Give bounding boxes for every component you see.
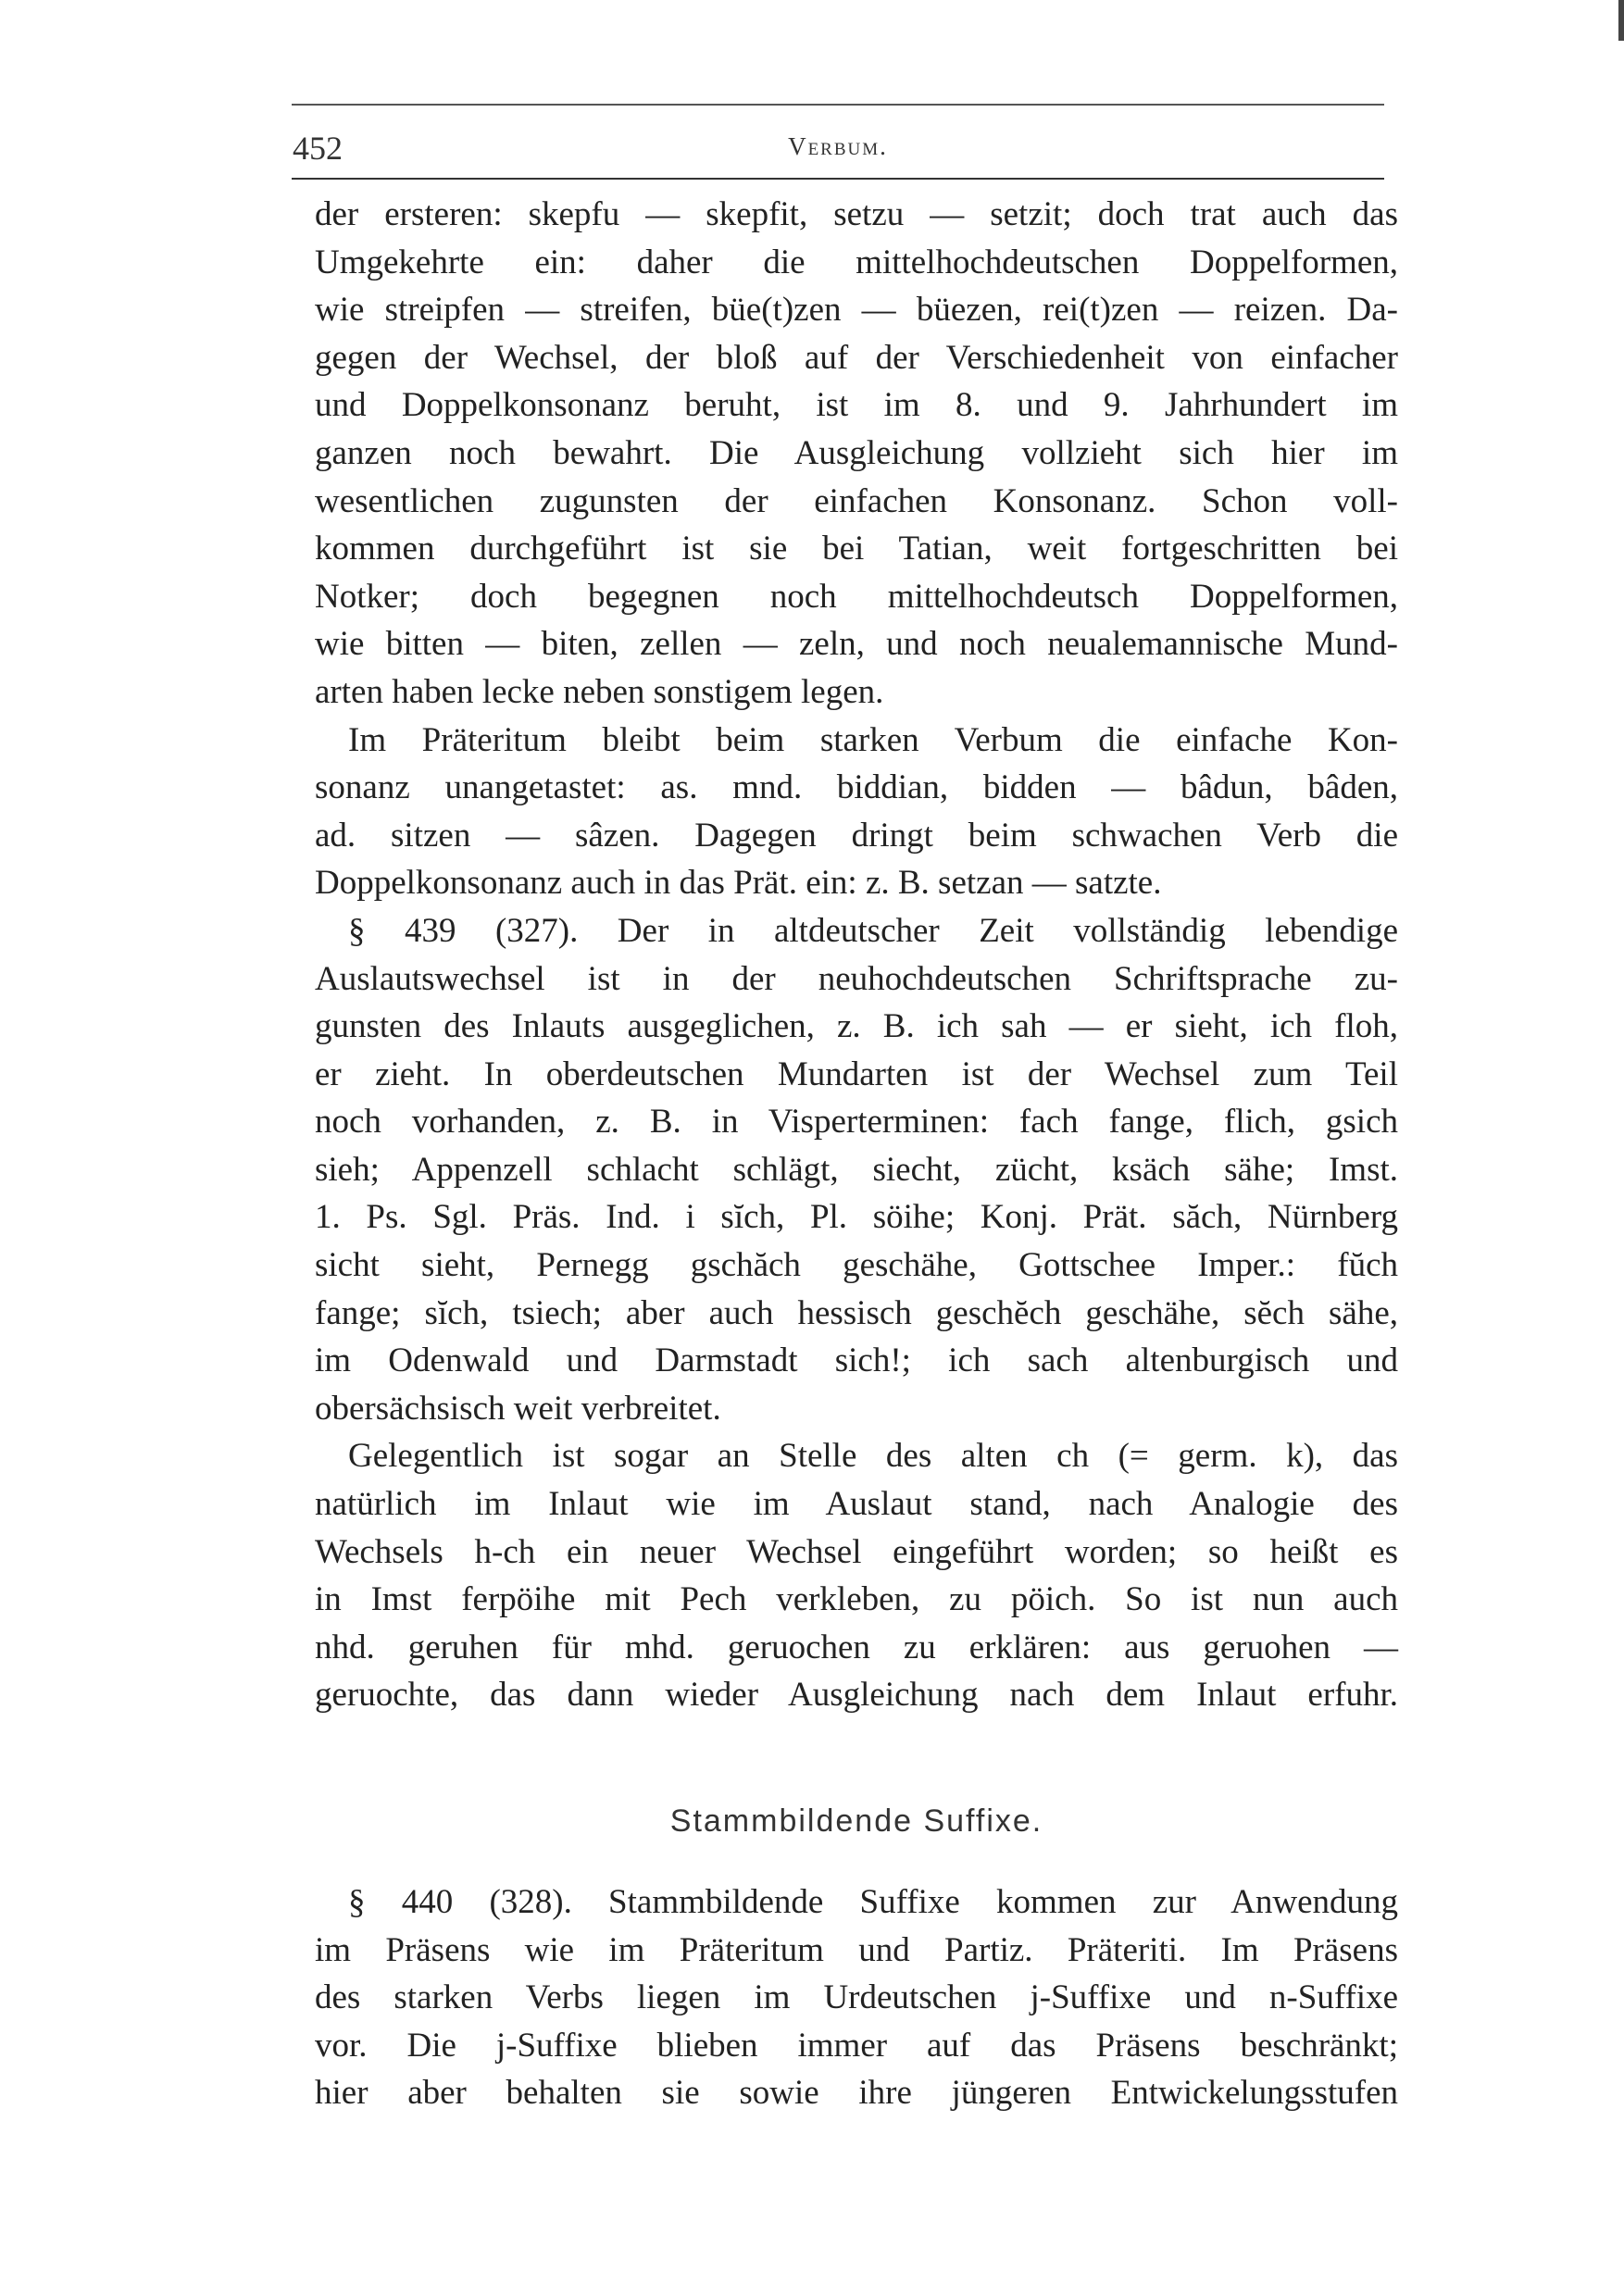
text-line: noch vorhanden, z. B. in Visperterminen: fach fange, flich, gsich (315, 1103, 1398, 1142)
text-line: des starken Verbs liegen im Urdeutschen j-Suffixe und n-Suffixe (315, 1978, 1398, 2017)
page-body (315, 191, 1398, 2117)
top-rule (292, 104, 1384, 106)
text-line: sieh; Appenzell schlacht schlägt, siecht, zücht, ksäch sähe; Imst. (315, 1150, 1398, 1189)
text-line: ad. sitzen — sâzen. Dagegen dringt beim schwachen Verb die (315, 816, 1398, 855)
text-line: Auslautswechsel ist in der neuhochdeutschen Schriftsprache zu- (315, 959, 1398, 998)
text-line: nhd. geruhen für mhd. geruochen zu erklären: aus geruohen — (315, 1628, 1398, 1666)
text-line: in Imst ferpöihe mit Pech verkleben, zu pöich. So ist nun auch (315, 1580, 1398, 1619)
text-line: 1. Ps. Sgl. Präs. Ind. i sĭch, Pl. söihe; Konj. Prät. săch, Nürnberg (315, 1198, 1398, 1237)
page-edge-mark (1618, 0, 1624, 41)
text-line: arten haben lecke neben sonstigem legen. (315, 672, 884, 711)
text-line: er zieht. In oberdeutschen Mundarten ist der Wechsel zum Teil (315, 1054, 1398, 1093)
text-line: und Doppelkonsonanz beruht, ist im 8. und 9. Jahrhundert im (315, 386, 1398, 425)
text-line: sonanz unangetastet: as. mnd. biddian, bidden — bâdun, bâden, (315, 768, 1398, 807)
text-line: wie streipfen — streifen, büe(t)zen — büezen, rei(t)zen — reizen. Da- (315, 291, 1398, 330)
text-line: geruochte, das dann wieder Ausgleichung nach dem Inlaut erfuhr. (315, 1676, 1398, 1715)
header-rule (292, 178, 1384, 180)
text-line: wie bitten — biten, zellen — zeln, und noch neualemannische Mund- (315, 625, 1398, 664)
text-line: Umgekehrte ein: daher die mittelhochdeutschen Doppelformen, (315, 243, 1398, 281)
text-line: Notker; doch begegnen noch mittelhochdeutsch Doppelformen, (315, 577, 1398, 616)
text-line: Doppelkonsonanz auch in das Prät. ein: z. B. setzan — satzte. (315, 864, 1162, 903)
text-line: sicht sieht, Pernegg gschăch geschähe, Gottschee Imper.: fŭch (315, 1246, 1398, 1285)
text-line: vor. Die j-Suffixe blieben immer auf das Präsens beschränkt; (315, 2026, 1398, 2065)
text-line: § 439 (327). Der in altdeutscher Zeit vollständig lebendige (348, 911, 1398, 950)
text-line: gunsten des Inlauts ausgeglichen, z. B. ich sah — er sieht, ich floh, (315, 1007, 1398, 1046)
text-line: ganzen noch bewahrt. Die Ausgleichung vollzieht sich hier im (315, 433, 1398, 472)
text-line: § 440 (328). Stammbildende Suffixe kommen zur Anwendung (348, 1883, 1398, 1921)
text-line: wesentlichen zugunsten der einfachen Konsonanz. Schon voll- (315, 481, 1398, 520)
text-line: im Präsens wie im Präteritum und Partiz. Präteriti. Im Präsens (315, 1930, 1398, 1969)
page-number: 452 (293, 130, 343, 167)
text-line: der ersteren: skepfu — skepfit, setzu — setzit; doch trat auch das (315, 195, 1398, 233)
text-line: gegen der Wechsel, der bloß auf der Verschiedenheit von einfacher (315, 338, 1398, 377)
text-line: Wechsels h-ch ein neuer Wechsel eingeführt worden; so heißt es (315, 1532, 1398, 1571)
text-line: fange; sĭch, tsiech; aber auch hessisch geschĕch geschähe, sĕch sähe, (315, 1293, 1398, 1332)
text-line: natürlich im Inlaut wie im Auslaut stand, nach Analogie des (315, 1485, 1398, 1524)
section-heading: Stammbildende Suffixe. (669, 1803, 1043, 1839)
text-line: hier aber behalten sie sowie ihre jüngeren Entwickelungsstufen (315, 2074, 1398, 2113)
text-line: kommen durchgeführt ist sie bei Tatian, weit fortgeschritten bei (315, 530, 1398, 568)
running-title: Verbum. (788, 132, 888, 160)
text-line: Im Präteritum bleibt beim starken Verbum die einfache Kon- (348, 720, 1398, 759)
text-line: im Odenwald und Darmstadt sich!; ich sach altenburgisch und (315, 1341, 1398, 1380)
text-line: obersächsisch weit verbreitet. (315, 1389, 721, 1428)
text-line: Gelegentlich ist sogar an Stelle des alten ch (= germ. k), das (348, 1437, 1398, 1476)
